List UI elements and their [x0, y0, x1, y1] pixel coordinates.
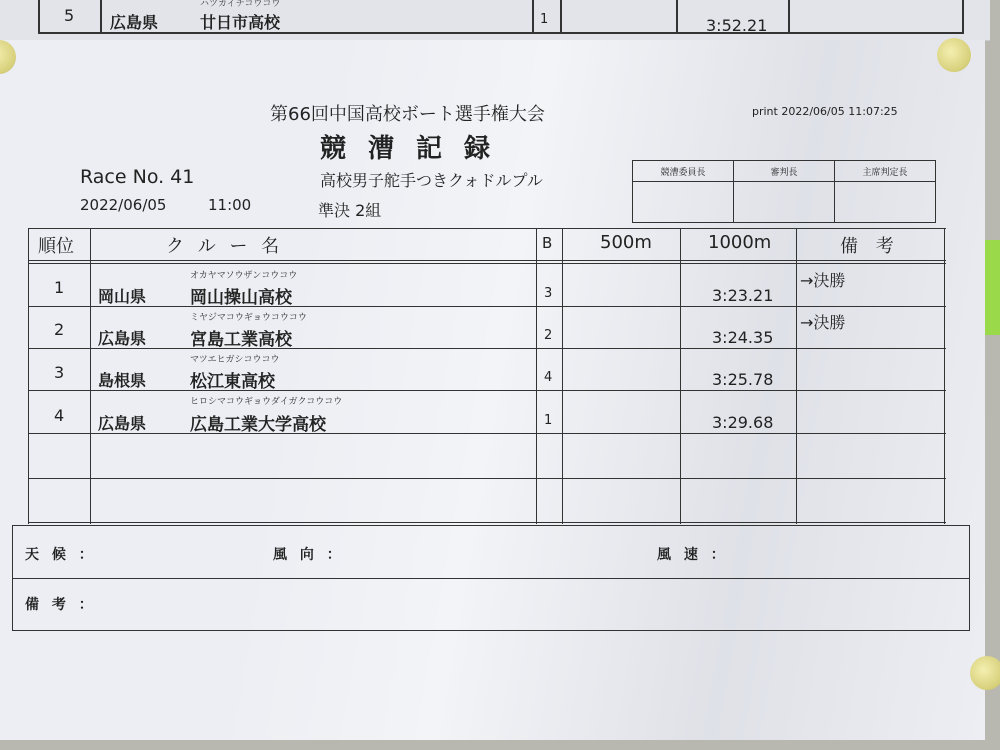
race-time: 11:00	[208, 196, 252, 214]
document-title: 競漕記録	[320, 134, 513, 164]
approval-label: 競漕委員長	[633, 161, 734, 182]
approval-label: 主席判定長	[835, 161, 936, 182]
approval-stamp-cell	[734, 182, 835, 223]
weather-label: 天 候 ：	[25, 547, 97, 563]
row-1000m: 3:24.35	[712, 328, 774, 347]
row-prefecture: 広島県	[98, 414, 147, 433]
race-round: 準決 2組	[318, 201, 382, 220]
race-date: 2022/06/05	[80, 196, 167, 214]
race-number: Race No. 41	[80, 166, 195, 188]
prev-rank: 5	[64, 6, 75, 25]
header-crew: ク ル ー 名	[166, 236, 284, 257]
pushpin-icon	[937, 38, 971, 72]
pushpin-icon	[0, 40, 16, 74]
print-timestamp: print 2022/06/05 11:07:25	[752, 105, 898, 118]
previous-sheet	[0, 0, 990, 41]
header-500m: 500m	[600, 232, 652, 253]
row-1000m: 3:29.68	[712, 413, 774, 432]
row-school: 宮島工業高校	[190, 330, 292, 350]
row-lane: 3	[544, 286, 553, 301]
row-lane: 2	[544, 328, 553, 343]
row-prefecture: 広島県	[98, 329, 147, 348]
approval-stamp-cell	[835, 182, 936, 223]
approval-box	[632, 160, 936, 223]
results-table	[28, 228, 946, 524]
row-lane: 4	[544, 370, 553, 385]
header-remarks: 備 考	[840, 236, 900, 257]
row-1000m: 3:23.21	[712, 286, 774, 305]
remarks-label: 備 考 ：	[25, 597, 97, 613]
row-school: 岡山操山高校	[190, 288, 292, 308]
row-school: 広島工業大学高校	[190, 415, 326, 435]
prev-prefecture: 広島県	[110, 13, 159, 32]
header-1000m: 1000m	[708, 232, 772, 253]
row-remarks: →決勝	[800, 313, 846, 332]
row-school: 松江東高校	[190, 372, 275, 392]
row-rank: 3	[54, 363, 65, 382]
row-kana: ヒロシマコウギョウダイガクコウコウ	[190, 397, 343, 407]
row-rank: 1	[54, 278, 65, 297]
pushpin-icon	[970, 656, 1000, 690]
row-rank: 4	[54, 406, 65, 425]
row-lane: 1	[544, 413, 553, 428]
wind-direction-label: 風 向 ：	[273, 547, 345, 563]
row-prefecture: 島根県	[98, 371, 147, 390]
prev-kana: ハツカイチコウコウ	[200, 0, 281, 9]
row-remarks: →決勝	[800, 271, 846, 290]
header-lane: B	[542, 234, 553, 252]
previous-row	[38, 0, 964, 34]
approval-label: 審判長	[734, 161, 835, 182]
row-rank: 2	[54, 320, 65, 339]
wind-speed-label: 風 速 ：	[657, 547, 729, 563]
row-kana: オカヤマソウザンコウコウ	[190, 271, 298, 281]
event-name: 高校男子舵手つきクォドルプル	[320, 171, 543, 190]
header-rank: 順位	[38, 236, 74, 257]
approval-stamp-cell	[633, 182, 734, 223]
row-prefecture: 岡山県	[98, 287, 147, 306]
row-1000m: 3:25.78	[712, 370, 774, 389]
race-record-sheet	[0, 40, 985, 740]
championship-title: 第66回中国高校ボート選手権大会	[270, 104, 545, 125]
prev-school: 廿日市高校	[200, 13, 281, 32]
prev-lane: 1	[540, 12, 549, 27]
row-kana: ミヤジマコウギョウコウコウ	[190, 313, 307, 323]
prev-time: 3:52.21	[706, 16, 768, 35]
row-kana: マツエヒガシコウコウ	[190, 355, 280, 365]
conditions-box	[12, 525, 970, 631]
